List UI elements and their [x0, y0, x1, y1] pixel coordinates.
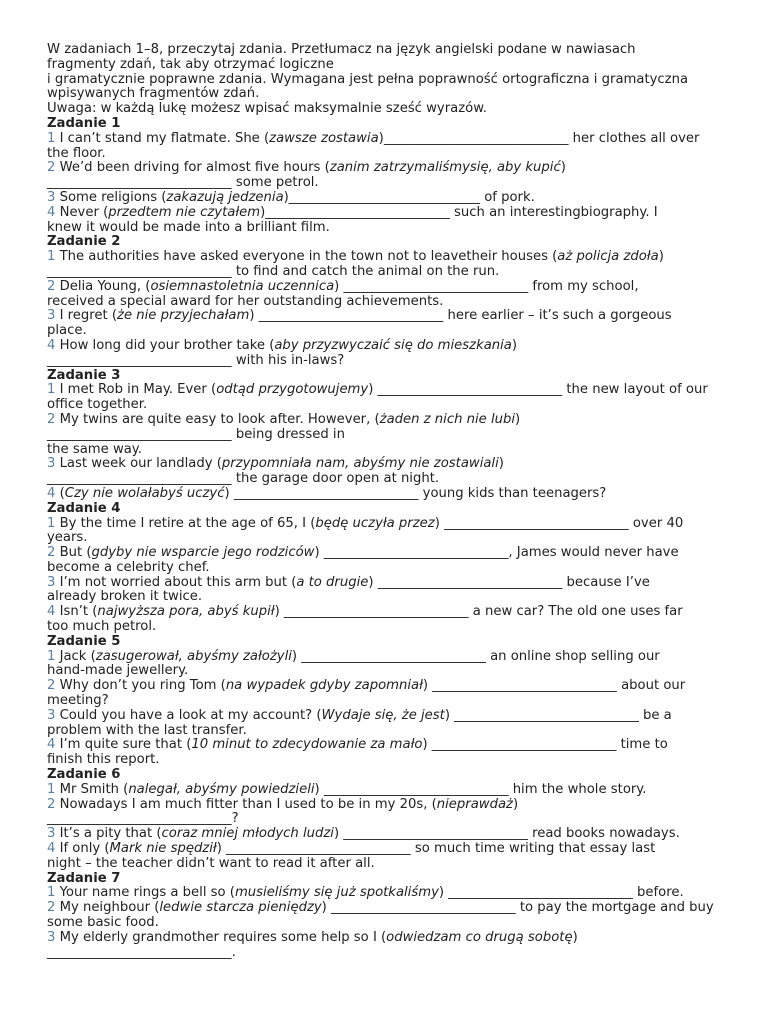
item-number: 2	[47, 160, 56, 176]
sentence-continuation: ____________________________ some petrol.	[47, 175, 319, 191]
sentence-continuation: office together.	[47, 397, 148, 413]
sentence-item	[47, 605, 727, 620]
sentence-text: It’s a pity that (	[55, 826, 162, 842]
sentence-item	[47, 931, 727, 946]
sentence-text: Isn’t (	[55, 604, 98, 620]
item-number: 3	[47, 707, 56, 723]
item-number: 3	[47, 456, 56, 472]
sentence-item	[47, 650, 727, 665]
item-number: 3	[47, 826, 56, 842]
sentence-text: )	[515, 411, 521, 427]
sentence-item	[47, 842, 727, 857]
sentence-text: )_____________________________ of pork.	[283, 189, 535, 205]
item-number: 1	[47, 130, 56, 146]
sentence-text: I’m not worried about this arm but (	[55, 574, 297, 590]
sentence-item	[47, 738, 727, 753]
polish-hint: a to drugie	[296, 574, 369, 590]
sentence-continuation: received a special award for her outstanding achievements.	[47, 293, 444, 309]
polish-hint: Wydaje się, że jest	[321, 707, 445, 723]
sentence-text: Never (	[55, 204, 109, 220]
sentence-continuation: finish this report.	[47, 752, 160, 768]
sentence-item	[47, 679, 727, 694]
item-number: 1	[47, 781, 56, 797]
sentence-text: We’d been driving for almost five hours (	[55, 160, 330, 176]
sentence-continuation: ____________________________ being dressed in	[47, 426, 345, 442]
sentence-text: Some religions (	[55, 189, 167, 205]
task-title: Zadanie 2	[47, 234, 121, 250]
sentence-text: By the time I retire at the age of 65, I (	[55, 515, 316, 531]
polish-hint: zanim zatrzymaliśmysię, aby kupić	[329, 160, 561, 176]
sentence-item	[47, 191, 727, 206]
polish-hint: odwiedzam co drugą sobotę	[386, 929, 573, 945]
item-number: 4	[47, 204, 56, 220]
instructions	[47, 43, 727, 117]
sentence-text: Last week our landlady (	[55, 456, 222, 472]
sentence-continuation: years.	[47, 530, 88, 546]
item-number: 1	[47, 515, 56, 531]
item-number: 2	[47, 278, 56, 294]
sentence-text: The authorities have asked everyone in the town not to leavetheir houses (	[55, 249, 558, 265]
sentence-text: My elderly grandmother requires some help so I (	[55, 929, 387, 945]
polish-hint: nalegał, abyśmy powiedzieli	[128, 781, 315, 797]
sentence-text: ) ____________________________ so much time writing that essay last	[216, 841, 656, 857]
sentence-item	[47, 546, 727, 561]
sentence-item	[47, 339, 727, 354]
task-title: Zadanie 3	[47, 367, 121, 383]
polish-hint: przedtem nie czytałem	[108, 204, 261, 220]
polish-hint: zasugerował, abyśmy założyli	[95, 648, 292, 664]
polish-hint: zawsze zostawia	[269, 130, 379, 146]
item-number: 2	[47, 796, 56, 812]
task-title: Zadanie 1	[47, 115, 121, 131]
polish-hint: będę uczyła przez	[315, 515, 435, 531]
item-number: 1	[47, 382, 56, 398]
sentence-item	[47, 517, 727, 532]
sentence-continuation: hand-made jewellery.	[47, 663, 189, 679]
sentence-item	[47, 487, 727, 502]
sentence-text: ) ____________________________ an online shop selling our	[291, 648, 660, 664]
sentence-continuation: the same way.	[47, 441, 142, 457]
polish-hint: zakazują jedzenia	[166, 189, 284, 205]
polish-hint: 10 minut to zdecydowanie za mało	[191, 737, 423, 753]
sentence-item	[47, 886, 727, 901]
sentence-text: Your name rings a bell so (	[55, 885, 235, 901]
sentence-text: (	[55, 485, 65, 501]
item-number: 3	[47, 929, 56, 945]
sentence-text: ) ____________________________ about our	[422, 678, 686, 694]
sentence-item	[47, 161, 727, 176]
sentence-text: ) ____________________________ because I’ve	[368, 574, 650, 590]
sentence-continuation: ____________________________.	[47, 944, 236, 960]
item-number: 1	[47, 885, 56, 901]
item-number: 3	[47, 574, 56, 590]
sentence-text: ) ____________________________ be a	[444, 707, 672, 723]
sentence-text: ) ____________________________ read books nowadays.	[333, 826, 680, 842]
item-number: 2	[47, 411, 56, 427]
sentence-text: )____________________________ her clothes all over	[378, 130, 700, 146]
sentence-item	[47, 457, 727, 472]
item-number: 3	[47, 308, 56, 324]
polish-hint: aby przyzwyczaić się do mieszkania	[274, 337, 512, 353]
sentence-text: ) ____________________________ over 40	[434, 515, 684, 531]
sentence-text: )	[572, 929, 578, 945]
sentence-continuation: ____________________________ with his in-laws?	[47, 352, 345, 368]
sentence-text: Nowadays I am much fitter than I used to be in my 20s, (	[55, 796, 437, 812]
sentence-text: I met Rob in May. Ever (	[55, 382, 217, 398]
item-number: 4	[47, 604, 56, 620]
sentence-text: ) ____________________________ before.	[438, 885, 684, 901]
sentence-item	[47, 783, 727, 798]
polish-hint: musieliśmy się już spotkaliśmy	[234, 885, 439, 901]
sentence-text: I’m quite sure that (	[55, 737, 192, 753]
sentence-text: I regret (	[55, 308, 118, 324]
intro-line: W zadaniach 1–8, przeczytaj zdania. Przetłumacz na język angielski podane w nawiasach	[47, 42, 636, 57]
sentence-text: ) ____________________________ young kids than teenagers?	[224, 485, 607, 501]
sentence-continuation: meeting?	[47, 693, 109, 709]
polish-hint: gdyby nie wsparcie jego rodziców	[91, 545, 315, 561]
sentence-text: Mr Smith (	[55, 781, 129, 797]
sentence-continuation: problem with the last transfer.	[47, 722, 247, 738]
item-number: 1	[47, 249, 56, 265]
item-number: 3	[47, 189, 56, 205]
sentence-item	[47, 413, 727, 428]
polish-hint: Czy nie wolałabyś uczyć	[64, 485, 225, 501]
polish-hint: że nie przyjechałam	[117, 308, 250, 324]
polish-hint: żaden z nich nie lubi	[379, 411, 515, 427]
task-title: Zadanie 4	[47, 500, 121, 516]
sentence-text: My neighbour (	[55, 900, 160, 916]
intro-line: i gramatycznie poprawne zdania. Wymagana jest pełna poprawność ortograficzna i gramatyczna	[47, 71, 689, 87]
item-number: 1	[47, 648, 56, 664]
sentence-continuation: knew it would be made into a brilliant film.	[47, 219, 330, 235]
sentence-text: ) ____________________________ time to	[422, 737, 668, 753]
sentence-text: ) ____________________________ here earlier – it’s such a gorgeous	[249, 308, 672, 324]
task-title: Zadanie 6	[47, 767, 121, 783]
sentence-text: )	[512, 796, 519, 812]
sentence-item	[47, 901, 727, 916]
sentence-continuation: place.	[47, 323, 87, 339]
sentence-text: Jack (	[55, 648, 96, 664]
sentence-item	[47, 383, 727, 398]
task-title: Zadanie 5	[47, 633, 121, 649]
polish-hint: Mark nie spędził	[109, 841, 217, 857]
sentence-continuation: some basic food.	[47, 915, 159, 931]
polish-hint: najwyższa pora, abyś kupił	[97, 604, 275, 620]
sentence-text: ) ____________________________ to pay the mortgage and buy	[321, 900, 714, 916]
sentence-item	[47, 280, 727, 295]
sentence-continuation: ____________________________?	[47, 811, 239, 827]
intro-line: wpisywanych fragmentów zdań.	[47, 86, 260, 102]
intro-line: Uwaga: w każdą lukę możesz wpisać maksymalnie sześć wyrazów.	[47, 101, 487, 117]
sentence-text: )	[498, 456, 504, 472]
sentence-item	[47, 798, 727, 813]
sentence-item	[47, 206, 727, 221]
sentence-continuation: ____________________________ the garage door open at night.	[47, 471, 440, 487]
item-number: 2	[47, 545, 56, 561]
item-number: 2	[47, 900, 56, 916]
sentence-continuation: the floor.	[47, 145, 106, 161]
polish-hint: na wypadek gdyby zapomniał	[225, 678, 423, 694]
sentence-text: ) ____________________________ him the whole story.	[314, 781, 647, 797]
sentence-text: ) ____________________________ the new layout of our	[368, 382, 708, 398]
sentence-text: How long did your brother take (	[55, 337, 275, 353]
polish-hint: nieprawdaż	[436, 796, 513, 812]
polish-hint: aż policja zdoła	[557, 249, 659, 265]
sentence-item	[47, 709, 727, 724]
polish-hint: odtąd przygotowujemy	[216, 382, 369, 398]
task-title: Zadanie 7	[47, 870, 121, 886]
polish-hint: przypomniała nam, abyśmy nie zostawiali	[221, 456, 499, 472]
sentence-continuation: become a celebrity chef.	[47, 559, 210, 575]
item-number: 4	[47, 841, 56, 857]
sentence-text: But (	[55, 545, 92, 561]
item-number: 4	[47, 485, 56, 501]
item-number: 4	[47, 337, 56, 353]
sentence-continuation: night – the teacher didn’t want to read it after all.	[47, 855, 375, 871]
sentence-continuation: already broken it twice.	[47, 589, 203, 605]
sentence-item	[47, 576, 727, 591]
sentence-text: If only (	[55, 841, 110, 857]
worksheet	[47, 43, 727, 960]
sentence-item	[47, 827, 727, 842]
polish-hint: coraz mniej młodych ludzi	[161, 826, 334, 842]
sentence-continuation: too much petrol.	[47, 619, 157, 635]
intro-line: fragmenty zdań, tak aby otrzymać logiczne	[47, 56, 334, 72]
sentence-text: I can’t stand my flatmate. She (	[55, 130, 270, 146]
sentence-continuation: ____________________________ to find and catch the animal on the run.	[47, 263, 500, 279]
sentence-text: )	[658, 249, 664, 265]
sentence-text: My twins are quite easy to look after. However, (	[55, 411, 380, 427]
sentence-text: ) ____________________________, James would never have	[314, 545, 679, 561]
polish-hint: osiemnastoletnia uczennica	[150, 278, 335, 294]
sentence-text: Could you have a look at my account? (	[55, 707, 322, 723]
task-list	[47, 117, 727, 960]
sentence-text: ) ____________________________ a new car? The old one uses far	[274, 604, 683, 620]
sentence-text: Why don’t you ring Tom (	[55, 678, 226, 694]
sentence-item	[47, 250, 727, 265]
sentence-text: ) ____________________________ from my school,	[334, 278, 639, 294]
polish-hint: ledwie starcza pieniędzy	[159, 900, 322, 916]
sentence-item	[47, 132, 727, 147]
sentence-item	[47, 309, 727, 324]
item-number: 2	[47, 678, 56, 694]
sentence-text: )	[560, 160, 566, 176]
sentence-text: Delia Young, (	[55, 278, 151, 294]
sentence-text: )____________________________ such an interestingbiography. I	[260, 204, 658, 220]
sentence-text: )	[511, 337, 518, 353]
item-number: 4	[47, 737, 56, 753]
